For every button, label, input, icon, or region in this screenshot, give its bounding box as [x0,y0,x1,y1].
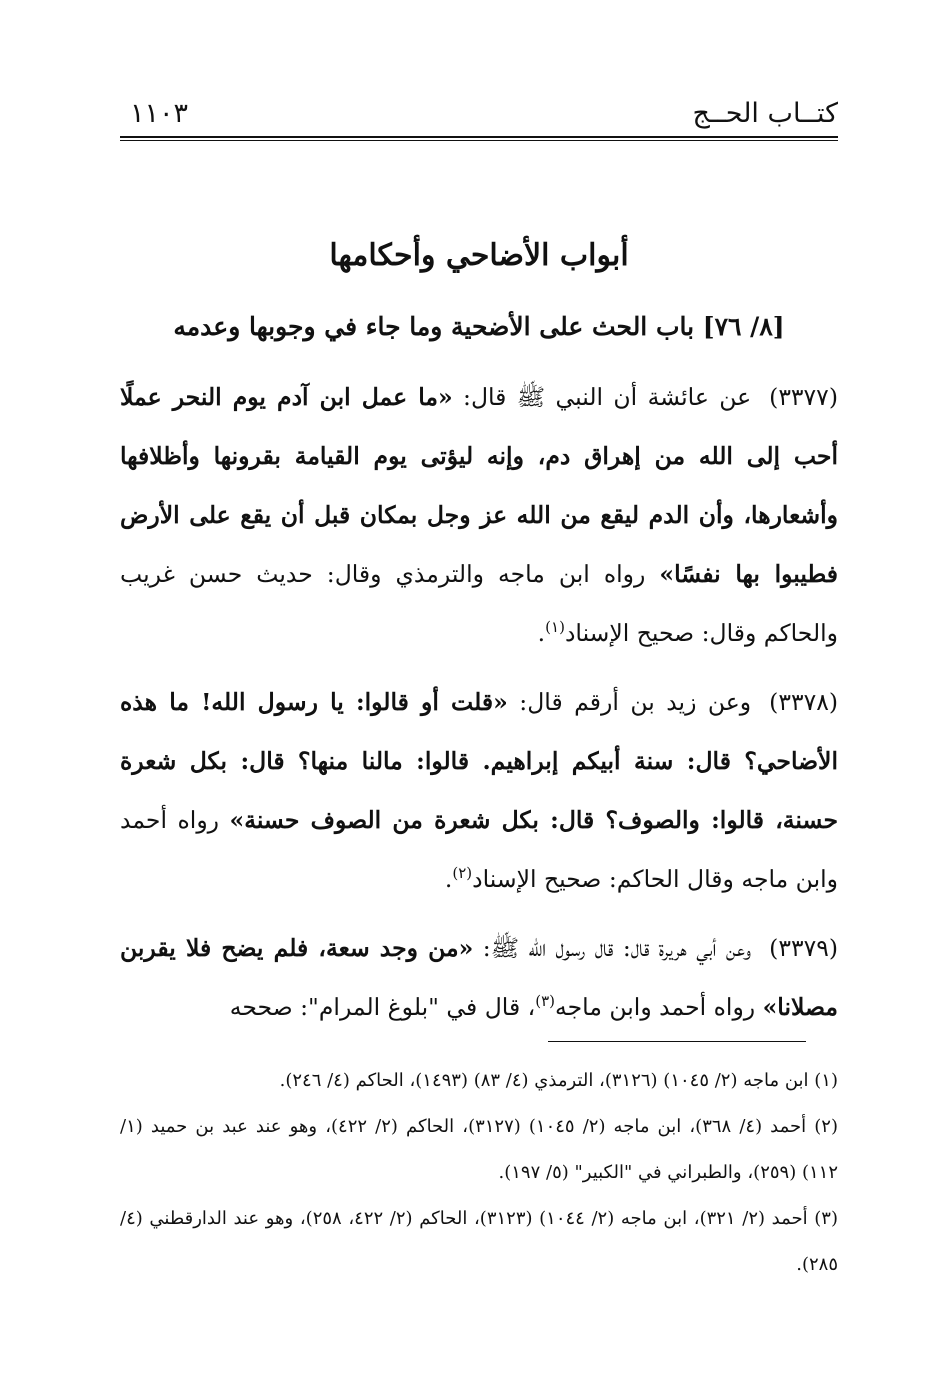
hadith-number: (٣٣٧٩) [769,934,839,962]
footnote: (٣) أحمد (٢/ ٣٢١)، ابن ماجه (٢/ ١٠٤٤) (٣١٢٣)، الحاكم (٢/ ٤٢٢، ٢٥٨)، وهو عند الدارقطني (٤/ ٢٨٥). [120,1208,838,1275]
footnote: (٢) أحمد (٤/ ٣٦٨)، ابن ماجه (٢/ ١٠٤٥) (٣١٢٧)، الحاكم (٢/ ٤٢٢)، وهو عند عبد بن حميد (١/ ١١٢) (٢٥٩)، والطبراني في "الكبير" (٥/ ١٩٧). [120,1116,838,1183]
hadith-source: رواه ابن ماجه والترمذي وقال: حديث حسن غريب والحاكم وقال: صحيح الإسناد [120,560,838,647]
hadith-paragraph [120,673,838,909]
running-title: كتــاب الحــج [692,98,838,129]
page-header [122,98,838,138]
footnote: (١) ابن ماجه (٢/ ١٠٤٥) (٣١٢٦)، الترمذي (٤/ ٨٣) (١٤٩٣)، الحاكم (٤/ ٢٤٦). [279,1070,838,1091]
body-text [120,368,838,1037]
section-title: [٨/ ٧٦] باب الحث على الأضحية وما جاء في وجوبها وعدمه [173,312,785,341]
hadith-paragraph [120,368,838,663]
header-rule [120,136,838,141]
hadith-source: رواه أحمد وابن ماجه وقال الحاكم: صحيح الإسناد [120,806,838,893]
hadith-ending: . [537,619,546,647]
hadith-intro: عن عائشة أن النبي ﷺ قال: [452,383,752,411]
chapter-title: أبواب الأضاحي وأحكامها [329,238,629,273]
hadith-number: (٣٣٧٨) [769,688,839,716]
footnotes [120,1058,838,1288]
hadith-ending: ، قال في "بلوغ المرام": صححه [229,993,536,1021]
hadith-quote: «ما عمل ابن آدم يوم النحر عملًا أحب إلى الله من إهراق دم، وإنه ليؤتى يوم القيامة بقرونها وأظلافها وأشعارها، وأن الدم ليقع من الله عز وجل بمكان قبل أن يقع على الأرض فطيبوا بها نفسًا» [120,383,839,588]
footnote-separator [548,1041,806,1042]
hadith-paragraph [120,919,838,1037]
hadith-quote: «قلت أو قالوا: يا رسول الله! ما هذه الأضاحي؟ قال: سنة أبيكم إبراهيم. قالوا: مالنا منها؟ قال: بكل شعرة حسنة، قالوا: والصوف؟ قال: بكل شعرة من الصوف حسنة» [120,688,838,834]
hadith-intro: وعن أبي هريرة قال: قال رسول الله ﷺ: [473,934,752,962]
hadith-source: رواه أحمد وابن ماجه [555,993,763,1021]
footnote-mark: (١) [545,618,565,637]
hadith-number: (٣٣٧٧) [769,383,838,411]
footnote-mark: (٢) [452,864,473,883]
page-number: ١١٠٣ [130,98,189,129]
hadith-quote: «من وجد سعة، فلم يضح فلا يقربن مصلانا» [120,934,838,1021]
footnote-mark: (٣) [535,992,556,1011]
hadith-ending: . [444,865,453,893]
hadith-intro: وعن زيد بن أرقم قال: [507,688,752,716]
